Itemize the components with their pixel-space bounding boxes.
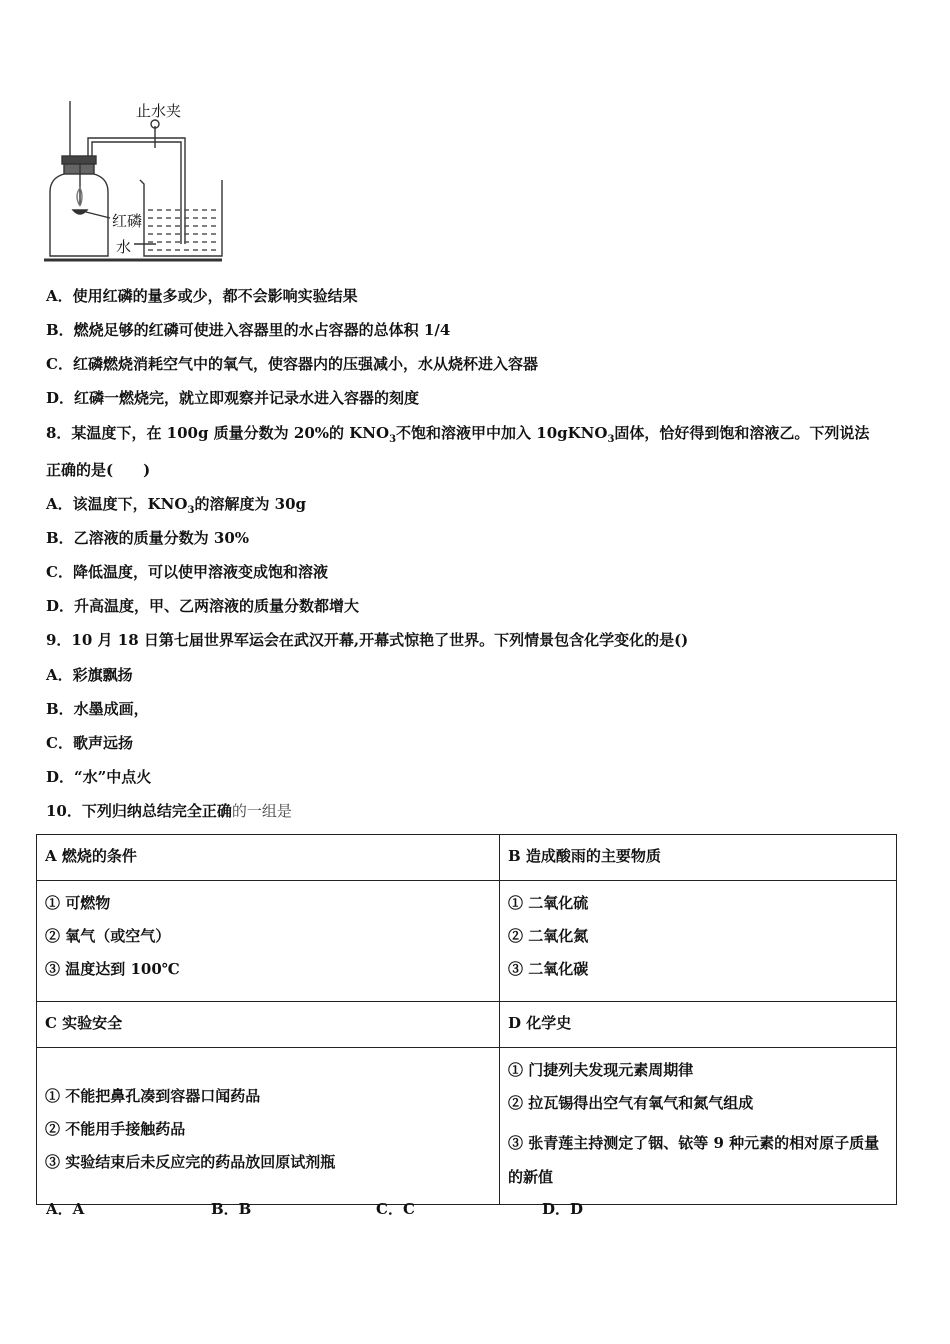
cell-d-head: D 化学史 — [500, 1002, 897, 1048]
cell-a-head: A 燃烧的条件 — [37, 835, 500, 881]
answer-d: D．D — [542, 1200, 584, 1218]
c-item: ② 不能用手接触药品 — [45, 1119, 186, 1138]
q7-option-d: D．红磷一燃烧完，就立即观察并记录水进入容器的刻度 — [46, 389, 420, 407]
q8-stem: 8．某温度下，在 100g 质量分数为 20%的 $KNO_3$不饱和溶液甲中加入 10gKNO$_3$固体，恰好得到饱和溶液乙。下列说法 — [46, 424, 870, 445]
d-item: ① 门捷列夫发现元素周期律 — [508, 1061, 694, 1079]
a-item: ② 氧气（或空气） — [45, 927, 171, 945]
c-item: ③ 实验结束后未反应完的药品放回原试剂瓶 — [45, 1152, 336, 1171]
answer-b: B．B — [211, 1200, 252, 1218]
c-item: ① 不能把鼻孔凑到容器口闻药品 — [45, 1086, 261, 1105]
b-item: ③ 二氧化碳 — [508, 960, 589, 978]
q10-stem: 10．下列归纳总结完全正确的一组是 — [46, 802, 292, 820]
q9-option-b: B．水墨成画， — [46, 700, 149, 718]
cell-b-head: B 造成酸雨的主要物质 — [500, 835, 897, 881]
label-phosphorus: 红磷 — [112, 212, 143, 230]
a-item: ① 可燃物 — [45, 894, 111, 912]
q8-option-c: C．降低温度，可以使甲溶液变成饱和溶液 — [46, 563, 328, 581]
q9-option-d: D．“水”中点火 — [46, 768, 152, 786]
apparatus-drawing — [40, 96, 240, 266]
b-item: ① 二氧化硫 — [508, 894, 589, 912]
q7-option-b: B．燃烧足够的红磷可使进入容器里的水占容器的总体积 1/4 — [46, 321, 451, 339]
d-item: ③ 张青莲主持测定了铟、铱等 9 种元素的相对原子质量的新值 — [508, 1134, 880, 1186]
answer-a: A．A — [46, 1200, 85, 1218]
q8-option-b: B．乙溶液的质量分数为 30% — [46, 529, 250, 547]
answer-c: C．C — [376, 1200, 415, 1218]
q7-option-a: A．使用红磷的量多或少，都不会影响实验结果 — [46, 287, 358, 305]
cell-d-body — [500, 1048, 897, 1205]
cell-c-body — [37, 1048, 500, 1205]
q8-option-a: A．该温度下，$KNO_3$的溶解度为 30g — [46, 495, 307, 516]
label-water: 水 — [116, 238, 132, 256]
label-clamp: 止水夹 — [136, 102, 182, 120]
b-item: ② 二氧化氮 — [508, 927, 589, 945]
d-item: ② 拉瓦锡得出空气有氧气和氮气组成 — [508, 1094, 754, 1112]
q7-option-c: C．红磷燃烧消耗空气中的氧气，使容器内的压强减小，水从烧杯进入容器 — [46, 355, 538, 373]
a-item: ③ 温度达到 100℃ — [45, 960, 180, 978]
q9-option-c: C．歌声远扬 — [46, 734, 133, 752]
q10-table — [36, 834, 897, 1205]
apparatus-figure — [40, 96, 240, 266]
cell-c-head: C 实验安全 — [37, 1002, 500, 1048]
q8-stem-line2: 正确的是( ) — [46, 461, 151, 479]
q8-option-d: D．升高温度，甲、乙两溶液的质量分数都增大 — [46, 597, 360, 615]
cell-b-body — [500, 881, 897, 1002]
cell-a-body — [37, 881, 500, 1002]
q9-option-a: A．彩旗飘扬 — [46, 666, 133, 684]
q9-stem: 9．10 月 18 日第七届世界军运会在武汉开幕,开幕式惊艳了世界。下列情景包含化学变化的是() — [46, 631, 689, 649]
